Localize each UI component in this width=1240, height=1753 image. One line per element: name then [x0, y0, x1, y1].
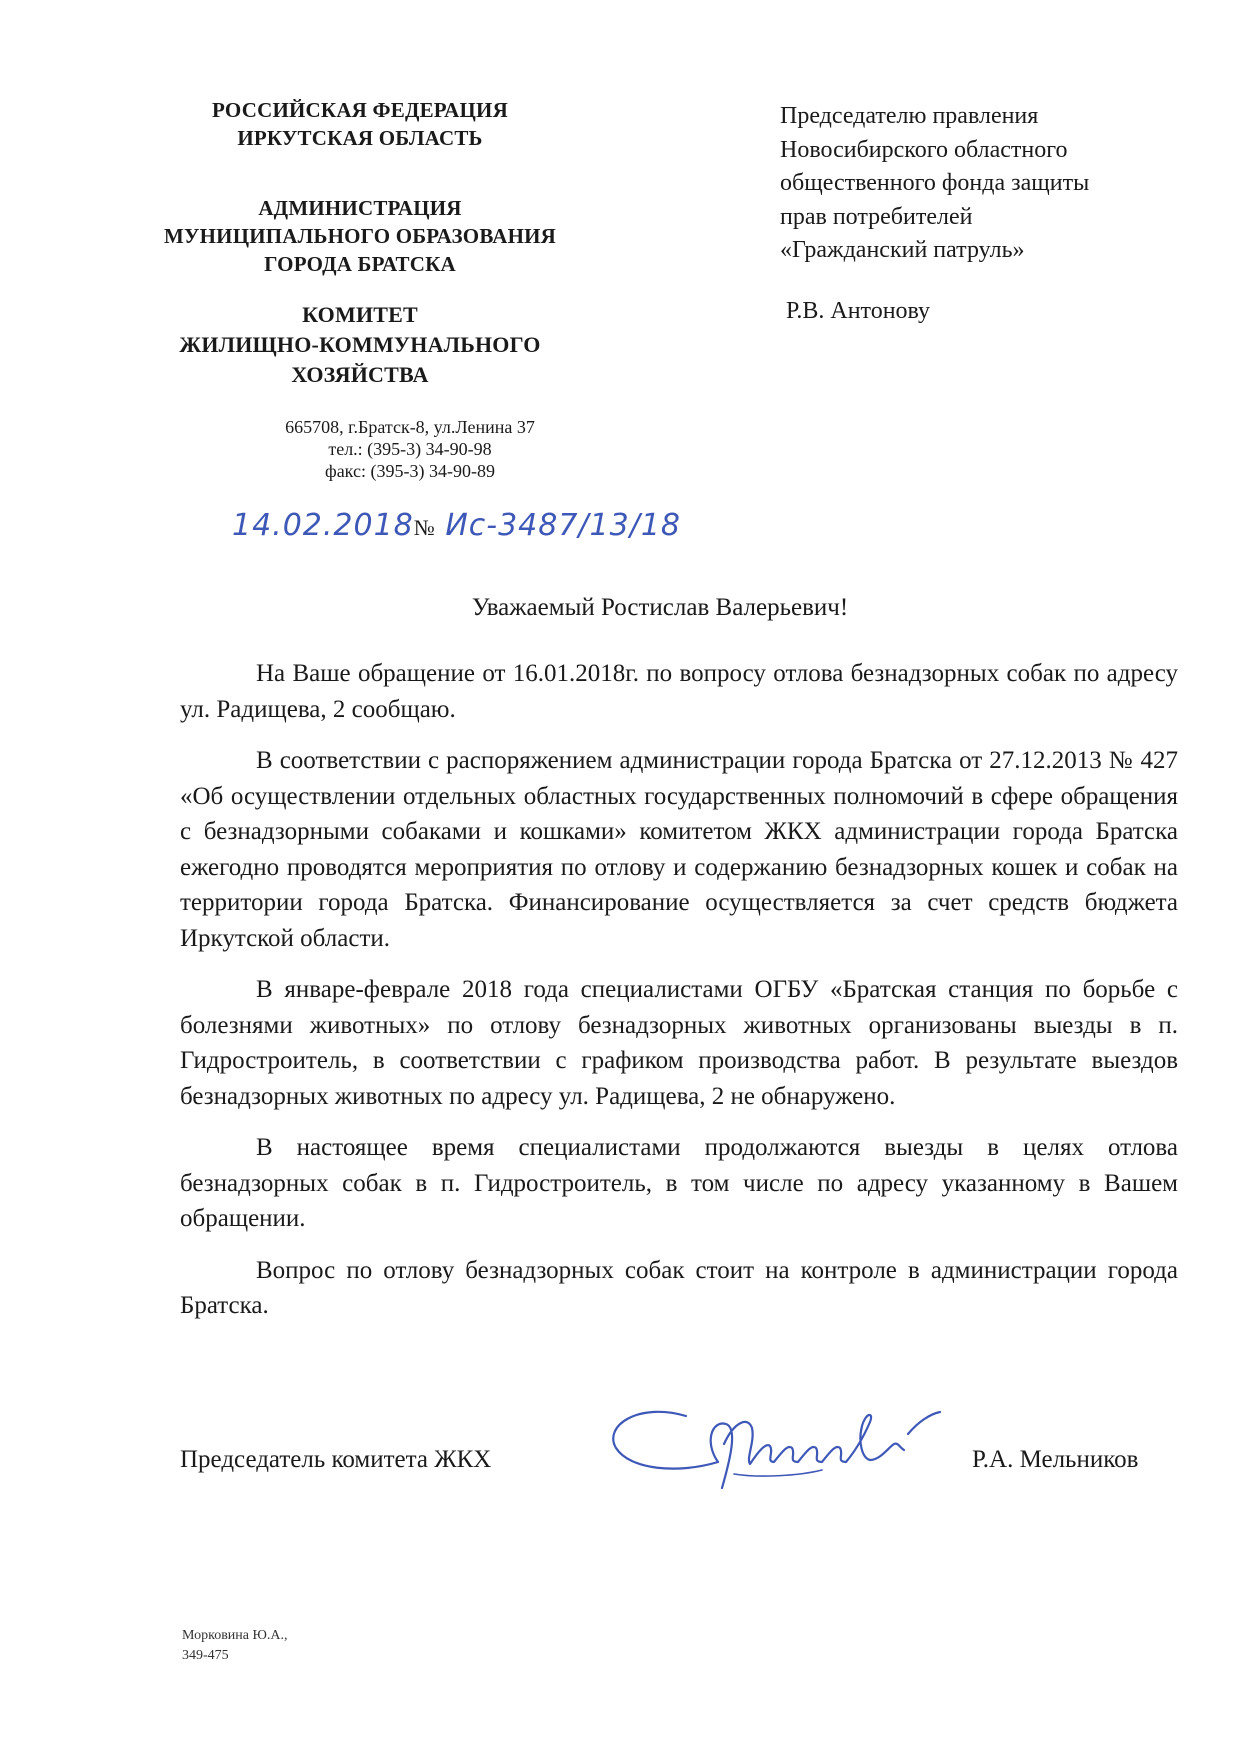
- signatory-name: Р.А. Мельников: [972, 1446, 1139, 1473]
- letter-body: [180, 656, 1178, 1340]
- body-paragraph-2: В соответствии с распоряжением администрации города Братска от 27.12.2013 № 427 «Об осуществлении отдельных областных государственных полномочий в сфере обращения с безнадзорными собаками и кошками» комитетом ЖКХ администрации города Братска ежегодно проводятся мероприятия по отлову и содержанию безнадзорных кошек и собак на территории города Братска. Финансирование осуществляется за счет средств бюджета Иркутской области.: [180, 747, 1178, 952]
- letterhead-fax: факс: (395-3) 34-90-89: [325, 461, 495, 481]
- letterhead-admin-line1: АДМИНИСТРАЦИЯ: [258, 196, 462, 220]
- body-paragraph-4: В настоящее время специалистами продолжаются выезды в целях отлова безнадзорных собак в п. Гидростроитель, в том числе по адресу указанному в Вашем обращении.: [180, 1134, 1178, 1232]
- letterhead-committee-line2: ЖИЛИЩНО-КОММУНАЛЬНОГО: [179, 332, 541, 357]
- letterhead-address: 665708, г.Братск-8, ул.Ленина 37: [285, 417, 535, 437]
- registration-date: 14.02.2018: [232, 508, 414, 543]
- letterhead-contacts: [220, 416, 600, 482]
- signatory-position: Председатель комитета ЖКХ: [180, 1446, 492, 1473]
- addressee-line2: Новосибирского областного: [780, 136, 1068, 163]
- executor-block: [182, 1626, 288, 1666]
- letterhead-admin-line2: МУНИЦИПАЛЬНОГО ОБРАЗОВАНИЯ: [164, 224, 556, 248]
- handwritten-signature: [608, 1382, 968, 1522]
- addressee-line5: «Гражданский патруль»: [780, 237, 1025, 263]
- registration-number: Ис-3487/13/18: [445, 508, 681, 543]
- executor-name: Морковина Ю.А.,: [182, 1628, 288, 1643]
- letterhead-phone: тел.: (395-3) 34-90-98: [328, 439, 492, 459]
- letterhead-committee-line3: ХОЗЯЙСТВА: [291, 362, 429, 387]
- executor-phone: 349-475: [182, 1648, 229, 1663]
- greeting: Уважаемый Ростислав Валерьевич!: [471, 594, 849, 621]
- letterhead-administration-block: [150, 194, 570, 278]
- registration-line: [232, 508, 681, 543]
- body-paragraph-5: Вопрос по отлову безнадзорных собак стоит на контроле в администрации города Братска.: [180, 1256, 1178, 1319]
- letterhead-committee-line1: КОМИТЕТ: [302, 302, 418, 327]
- body-paragraph-3: В январе-феврале 2018 года специалистами ОГБУ «Братская станция по борьбе с болезнями животных» по отлову безнадзорных животных организованы выезды в п. Гидростроитель, в соответствии с графиком производства работ. В результате выездов безнадзорных животных по адресу ул. Радищева, 2 не обнаружено.: [180, 976, 1178, 1110]
- addressee-line1: Председателю правления: [780, 103, 1039, 129]
- letterhead-country: РОССИЙСКАЯ ФЕДЕРАЦИЯ: [212, 98, 508, 122]
- letterhead-admin-line3: ГОРОДА БРАТСКА: [264, 252, 456, 276]
- addressee-name: Р.В. Антонову: [786, 298, 931, 324]
- registration-number-sign: №: [413, 515, 435, 540]
- letterhead-region: ИРКУТСКАЯ ОБЛАСТЬ: [237, 126, 483, 150]
- addressee-line3: общественного фонда защиты: [780, 170, 1090, 196]
- letterhead-committee-block: [150, 300, 570, 390]
- addressee-block: [780, 100, 1089, 268]
- body-paragraph-1: На Ваше обращение от 16.01.2018г. по вопросу отлова безнадзорных собак по адресу ул. Радищева, 2 сообщаю.: [180, 660, 1178, 723]
- letterhead-country-block: [150, 96, 570, 152]
- addressee-line4: прав потребителей: [780, 203, 973, 230]
